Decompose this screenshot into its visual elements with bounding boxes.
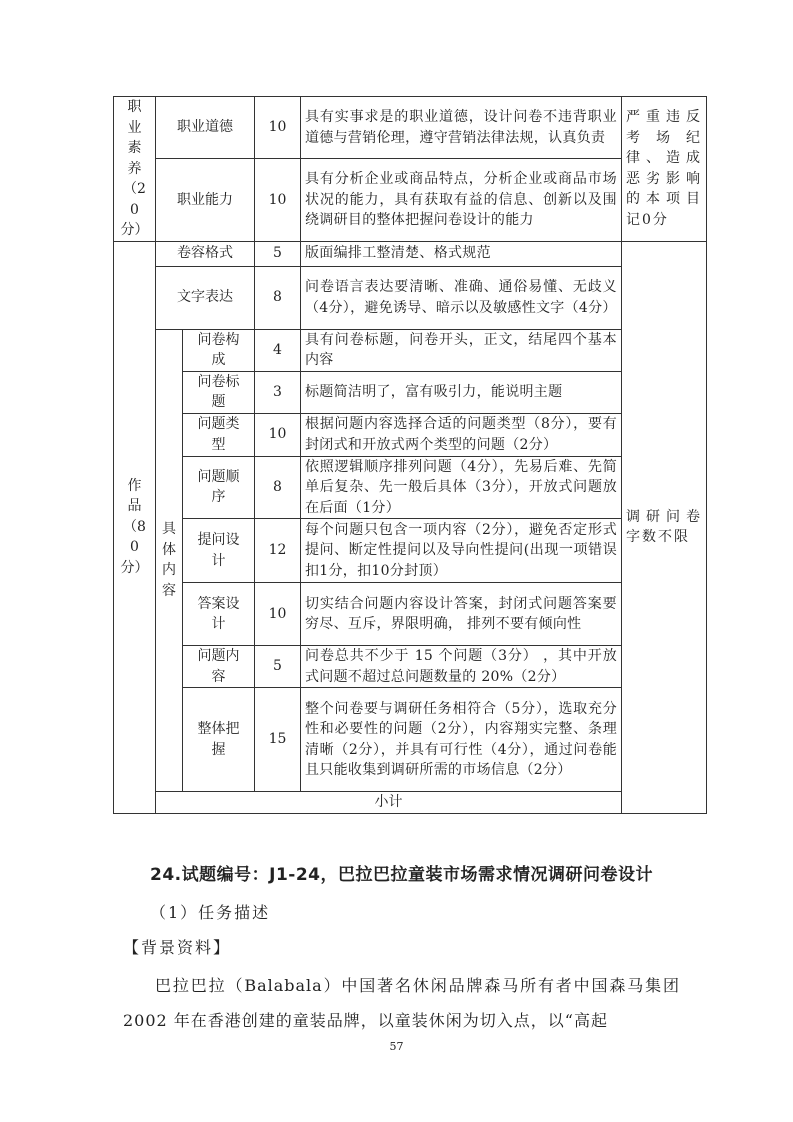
category-char: 业 [127,119,142,136]
category-char: 体 [162,541,176,558]
category-work [114,241,156,813]
category-content [156,329,183,792]
item-name: 整体把 握 [183,688,255,792]
category-char: 素 [127,140,142,156]
category-char: （8 [123,518,146,535]
item-criteria: 依照逻辑顺序排列问题（4分），先易后难、先简单后复杂、先一般后具体（3分），开放式问题放在后面（1分） [301,456,622,519]
item-criteria: 具有实事求是的职业道德，设计问卷不违背职业道德与营销伦理，遵守营销法律法规，认真负责 [301,97,622,159]
background-paragraph: 巴拉巴拉（Balabala）中国著名休闲品牌森马所有者中国森马集团 2002 年在香港创建的童装品牌，以童装休闲为切入点，以“高起 [123,976,680,1030]
table-row [114,688,707,792]
category-char: 职 [127,99,142,115]
note-professional: 严重违反考场纪律、造成恶劣影响的本项目记0分 [622,97,707,242]
item-score: 10 [255,159,301,241]
item-name: 卷容格式 [156,241,255,266]
table-row [114,456,707,519]
item-name: 问题顺 序 [183,456,255,519]
item-name: 职业道德 [156,97,255,159]
item-name: 提问设 计 [183,519,255,583]
note-work: 调研问卷字数不限 [622,241,707,813]
item-criteria: 具有问卷标题，问卷开头，正文，结尾四个基本内容 [301,329,622,371]
category-char: 品 [127,498,142,515]
category-char: 分） [120,222,149,238]
item-criteria: 根据问题内容选择合适的问题类型（8分），要有封闭式和开放式两个类型的问题（2分） [301,413,622,456]
item-score: 3 [255,371,301,413]
item-score: 10 [255,413,301,456]
item-criteria: 每个问题只包含一项内容（2分），避免否定形式提问、断定性提问以及导向性提问(出现一项错误扣1分，扣10分封顶） [301,519,622,583]
item-name: 问题内 容 [183,646,255,688]
item-name: 问题类 型 [183,413,255,456]
item-name: 问卷构 成 [183,329,255,371]
table-row [114,646,707,688]
category-professional [114,97,156,242]
category-char: 0 [130,201,139,218]
table-row [114,159,707,241]
item-score: 15 [255,688,301,792]
table-row [114,241,707,266]
item-criteria: 切实结合问题内容设计答案，封闭式问题答案要穷尽、互斥，界限明确， 排列不要有倾向性 [301,583,622,646]
item-name: 问卷标 题 [183,371,255,413]
item-name: 文字表达 [156,266,255,329]
table-row [114,266,707,329]
item-criteria: 问卷总共不少于 15 个问题（3分） ，其中开放式问题不超过总问题数量的 20%（2分） [301,646,622,688]
table-row [114,583,707,646]
item-score: 5 [255,241,301,266]
task-label: （1）任务描述 [150,903,271,922]
category-char: 0 [130,539,139,556]
category-char: 内 [162,562,176,579]
item-score: 5 [255,646,301,688]
category-char: 作 [127,477,142,494]
item-score: 12 [255,519,301,583]
table-row [114,329,707,371]
item-criteria: 整个问卷要与调研任务相符合（5分），选取充分性和必要性的问题（2分），内容翔实完整、条理清晰（2分），并具有可行性（4分），通过问卷能且只能收集到调研所需的市场信息（2分） [301,688,622,792]
table-row [114,792,707,814]
item-score: 4 [255,329,301,371]
category-char: 分） [120,559,149,576]
table-row [114,371,707,413]
table-row [114,97,707,159]
scoring-table [113,96,707,814]
item-criteria: 标题简洁明了，富有吸引力，能说明主题 [301,371,622,413]
item-score: 10 [255,97,301,159]
category-char: 具 [162,521,176,538]
item-criteria: 版面编排工整清楚、格式规范 [301,241,622,266]
category-char: （2 [123,181,146,197]
table-row [114,413,707,456]
item-score: 8 [255,266,301,329]
item-criteria: 具有分析企业或商品特点，分析企业或商品市场状况的能力，具有获取有益的信息、创新以及围绕调研目的整体把握问卷设计的能力 [301,159,622,241]
item-name: 职业能力 [156,159,255,241]
table-row [114,519,707,583]
category-char: 容 [162,582,176,599]
subtotal-label: 小计 [156,792,622,814]
item-criteria: 问卷语言表达要清晰、准确、通俗易懂、无歧义（4分），避免诱导、暗示以及敏感性文字（4分） [301,266,622,329]
question-heading: 24.试题编号：J1-24，巴拉巴拉童装市场需求情况调研问卷设计 [150,865,653,885]
page-number: 57 [389,1040,404,1053]
category-char: 养 [127,160,142,177]
item-score: 8 [255,456,301,519]
item-name: 答案设 计 [183,583,255,646]
background-label: 【背景资料】 [123,938,232,957]
item-score: 10 [255,583,301,646]
